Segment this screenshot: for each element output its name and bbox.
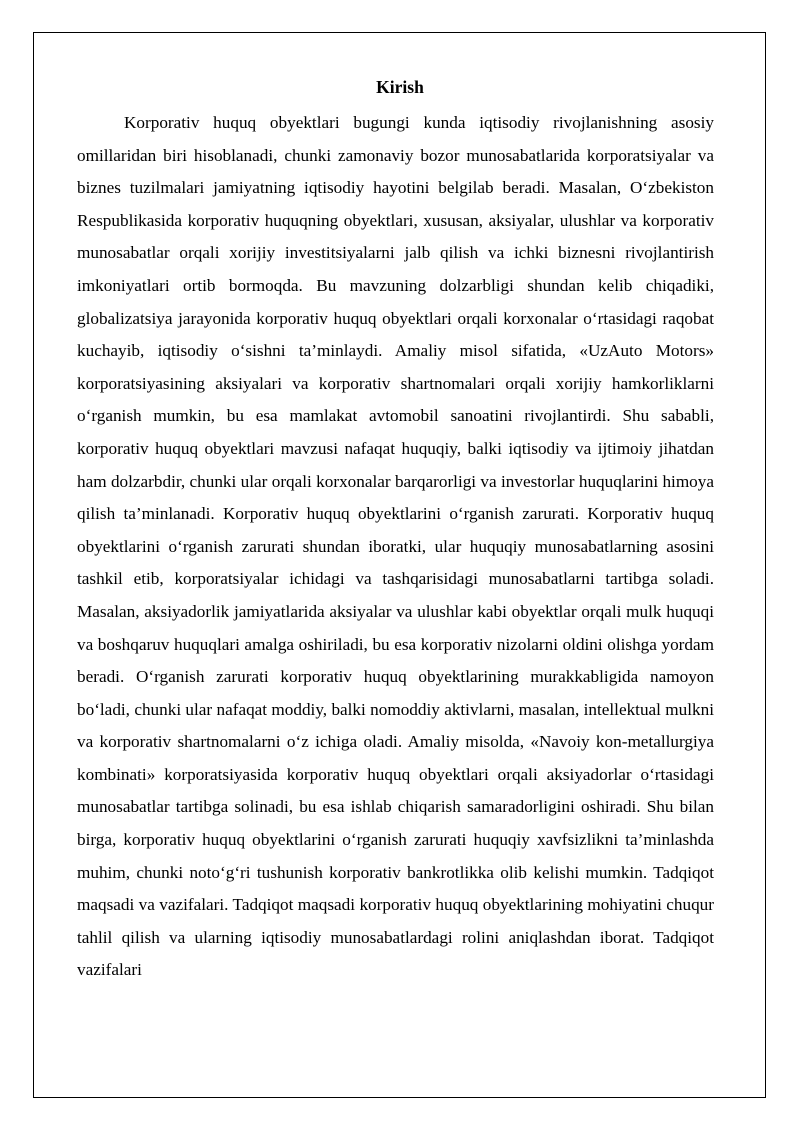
body-paragraph: Korporativ huquq obyektlari bugungi kunda iqtisodiy rivojlanishning asosiy omillaridan biri hisoblanadi, chunki zamonaviy bozor munosabatlarida korporatsiyalar va biznes tuzilmalari jamiyatning iqtisodiy hayotini belgilab beradi. Masalan, O‘zbekiston Respublikasida korporativ huquqning obyektlari, xususan, aksiyalar, ulushlar va korporativ munosabatlar orqali xorijiy investitsiyalarni jalb qilish va ichki biznesni rivojlantirish imkoniyatlari ortib bormoqda. Bu mavzuning dolzarbligi shundan kelib chiqadiki, globalizatsiya jarayonida korporativ huquq obyektlari orqali korxonalar o‘rtasidagi raqobat kuchayib, iqtisodiy o‘sishni ta’minlaydi. Amaliy misol sifatida, «UzAuto Motors» korporatsiyasining aksiyalari va korporativ shartnomalari orqali xorijiy hamkorliklarni o‘rganish mumkin, bu esa mamlakat avtomobil sanoatini rivojlantirdi. Shu sababli, korporativ huquq obyektlari mavzusi nafaqat huquqiy, balki iqtisodiy va ijtimoiy jihatdan ham dolzarbdir, chunki ular orqali korxonalar barqarorligi va investorlar huquqlarini himoya qilish ta’minlanadi. Korporativ huquq obyektlarini o‘rganish zarurati. Korporativ huquq obyektlarini o‘rganish zarurati shundan iboratki, ular huquqiy munosabatlarning asosini tashkil etib, korporatsiyalar ichidagi va tashqarisidagi munosabatlarni tartibga soladi. Masalan, aksiyadorlik jamiyatlarida aksiyalar va ulushlar kabi obyektlar orqali mulk huquqi va boshqaruv huquqlari amalga oshiriladi, bu esa korporativ nizolarni oldini olishga yordam beradi. O‘rganish zarurati korporativ huquq obyektlarining murakkabligida namoyon bo‘ladi, chunki ular nafaqat moddiy, balki nomoddiy aktivlarni, masalan, intellektual mulkni va korporativ shartnomalarni o‘z ichiga oladi. Amaliy misolda, «Navoiy kon-metallurgiya kombinati» korporatsiyasida korporativ huquq obyektlari orqali aksiyadorlar o‘rtasidagi munosabatlar tartibga solinadi, bu esa ishlab chiqarish samaradorligini oshiradi. Shu bilan birga, korporativ huquq obyektlarini o‘rganish zarurati huquqiy xavfsizlikni ta’minlashda muhim, chunki noto‘g‘ri tushunish korporativ bankrotlikka olib kelishi mumkin. Tadqiqot maqsadi va vazifalari. Tadqiqot maqsadi korporativ huquq obyektlarining mohiyatini chuqur tahlil qilish va ularning iqtisodiy munosabatlardagi rolini aniqlashdan iborat. Tadqiqot vazifalari (77, 113, 714, 980)
page-title: Kirish (376, 77, 424, 97)
